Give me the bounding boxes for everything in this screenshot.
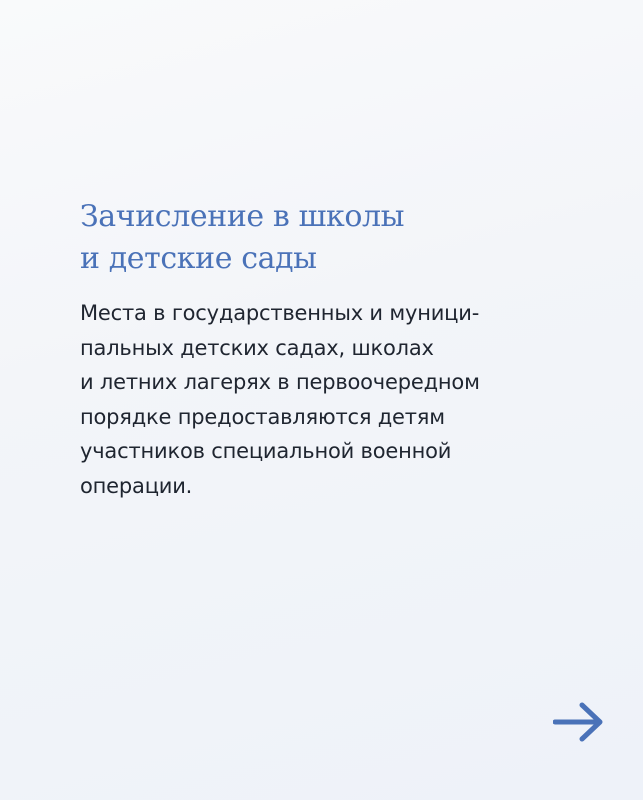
slide-content	[80, 196, 580, 503]
slide-body	[80, 296, 580, 503]
slide-body-line-2: пальных детских садах, школах	[80, 335, 434, 360]
slide-title-line-1: Зачисление в школы	[80, 199, 405, 234]
slide-title	[80, 196, 580, 280]
slide-body-line-3: и летних лагерях в первоочередном	[80, 370, 480, 394]
slide-body-line-1: Места в государственных и муници-	[80, 301, 480, 325]
slide-title-line-2: и детские сады	[80, 241, 317, 276]
slide-body-line-4: порядке предоставляются детям	[80, 404, 445, 429]
arrow-right-icon[interactable]	[553, 701, 605, 743]
slide-body-line-6: операции.	[80, 473, 193, 498]
slide-body-line-5: участников специальной военной	[80, 439, 452, 463]
